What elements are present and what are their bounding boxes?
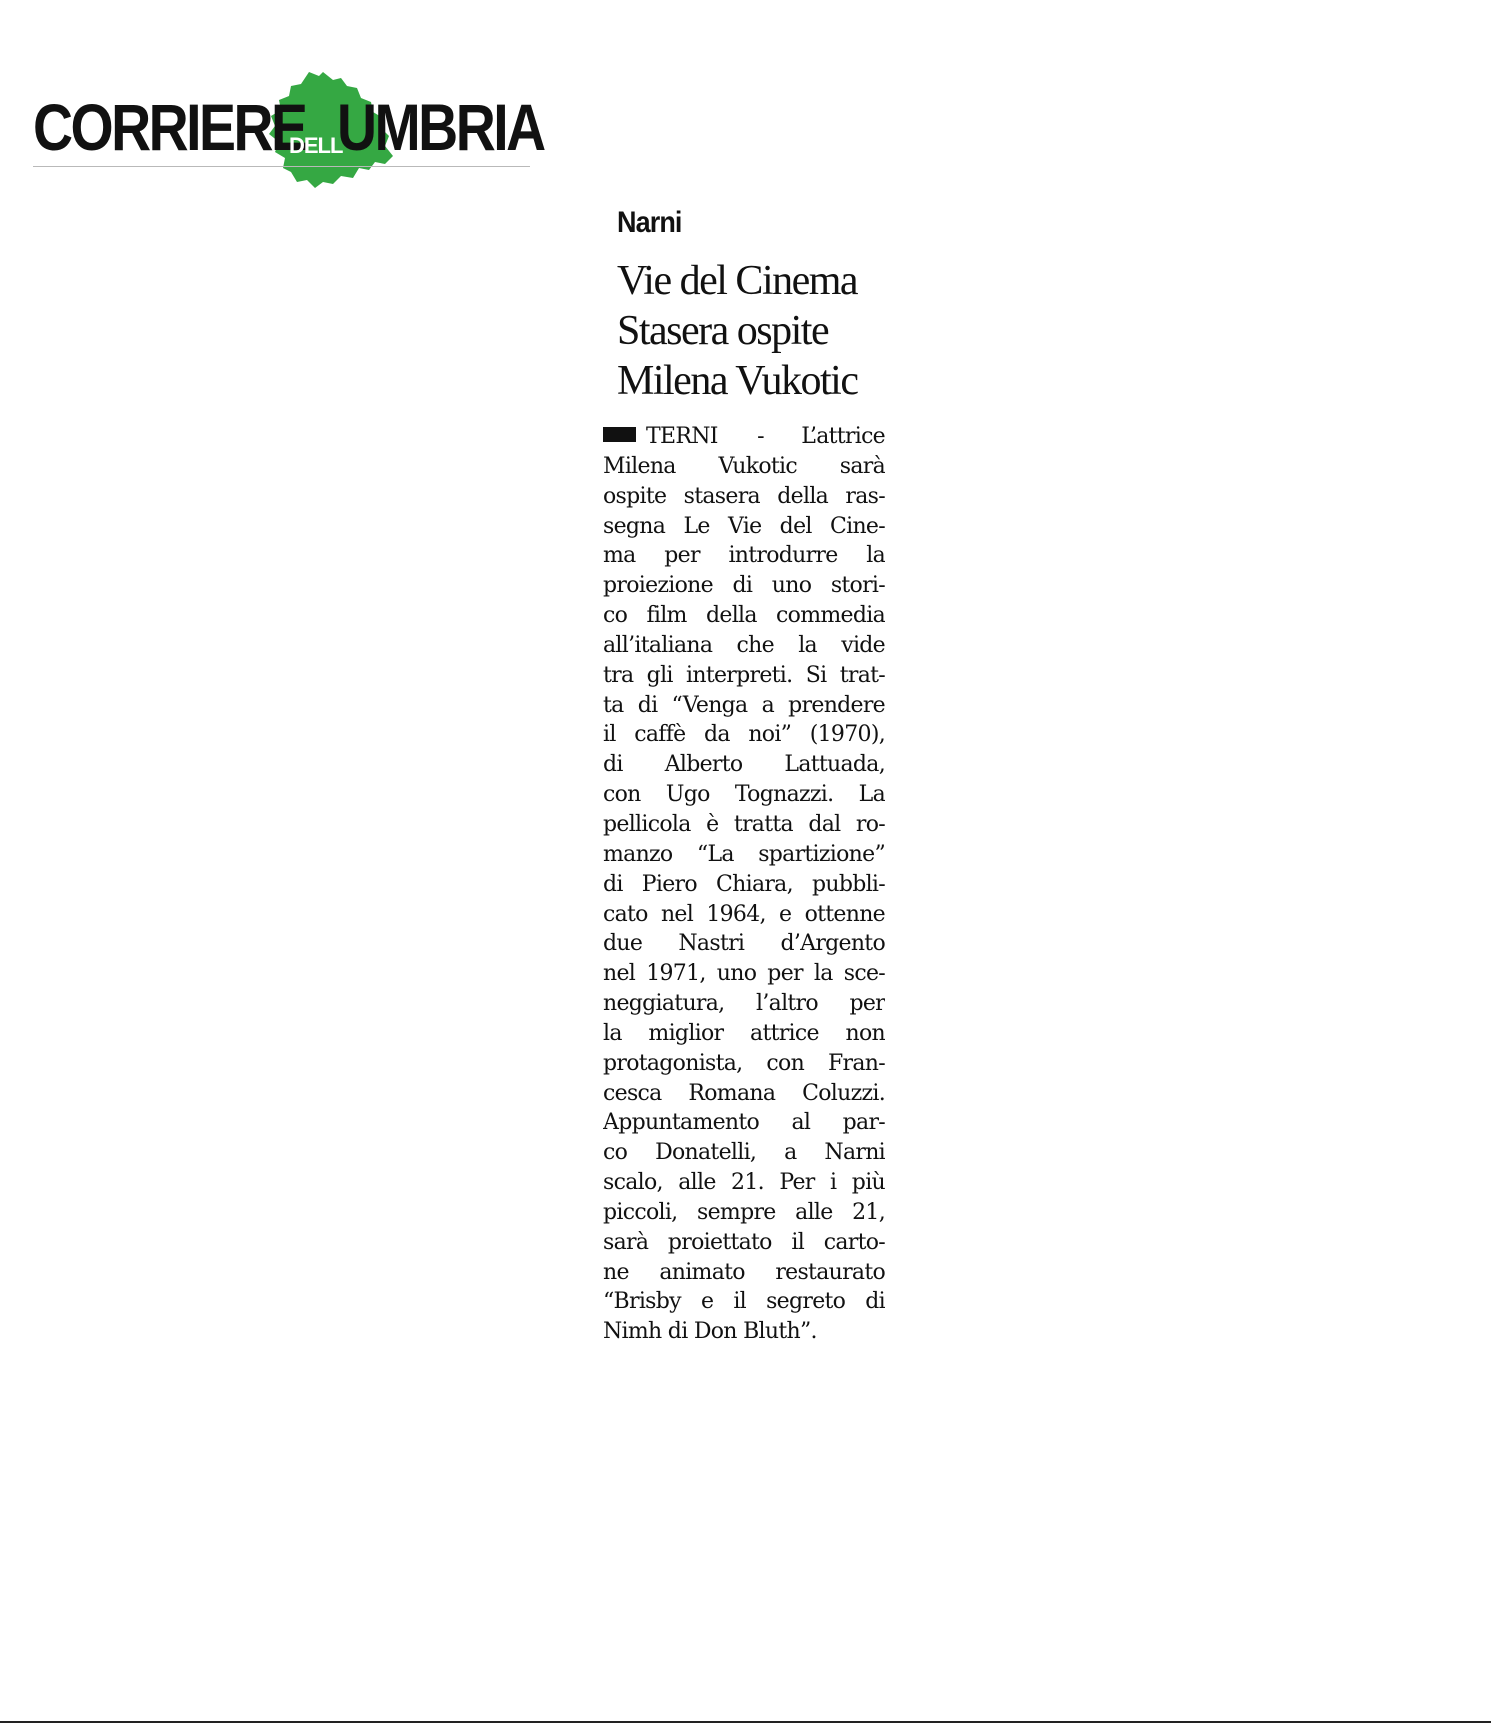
masthead-dell: DELL' bbox=[289, 133, 347, 158]
body-line: ospite stasera della ras- bbox=[603, 483, 885, 509]
masthead-umbria: UMBRIA bbox=[337, 90, 544, 164]
lead-block-icon bbox=[603, 427, 636, 442]
body-line: di Alberto Lattuada, bbox=[603, 752, 885, 778]
body-line: tra gli interpreti. Si trat- bbox=[603, 662, 885, 688]
body-line: neggiatura, l’altro per bbox=[603, 991, 885, 1017]
body-line: all’italiana che la vide bbox=[603, 632, 885, 658]
body-line: Milena Vukotic sarà bbox=[603, 453, 885, 479]
body-line: la miglior attrice non bbox=[603, 1020, 885, 1046]
body-line: segna Le Vie del Cine- bbox=[603, 513, 885, 539]
body-line: ma per introdurre la bbox=[603, 543, 885, 569]
body-line: TERNI - L’attrice bbox=[603, 422, 885, 452]
body-line: ne animato restaurato bbox=[603, 1259, 885, 1285]
body-line: di Piero Chiara, pubbli- bbox=[603, 871, 885, 897]
article-body bbox=[603, 422, 885, 1347]
body-line: scalo, alle 21. Per i più bbox=[603, 1170, 885, 1196]
body-line: due Nastri d’Argento bbox=[603, 931, 885, 957]
body-line: protagonista, con Fran- bbox=[603, 1050, 885, 1076]
body-line: proiezione di uno stori- bbox=[603, 573, 885, 599]
body-line: co Donatelli, a Narni bbox=[603, 1140, 885, 1166]
body-line: ta di “Venga a prendere bbox=[603, 692, 885, 718]
masthead bbox=[33, 68, 544, 193]
headline-line: Vie del Cinema bbox=[617, 258, 858, 304]
page-bottom-rule bbox=[0, 1721, 1491, 1723]
article-headline bbox=[617, 256, 907, 406]
body-line: Appuntamento al par- bbox=[603, 1110, 885, 1136]
body-line: nel 1971, uno per la sce- bbox=[603, 961, 885, 987]
body-line: cesca Romana Coluzzi. bbox=[603, 1080, 885, 1106]
body-line: cato nel 1964, e ottenne bbox=[603, 901, 885, 927]
body-line: sarà proiettato il carto- bbox=[603, 1229, 885, 1255]
body-line: pellicola è tratta dal ro- bbox=[603, 811, 885, 837]
article-kicker: Narni bbox=[617, 206, 682, 239]
body-line: piccoli, sempre alle 21, bbox=[603, 1199, 885, 1225]
masthead-rule bbox=[33, 166, 530, 167]
body-line: Nimh di Don Bluth”. bbox=[603, 1319, 817, 1345]
body-line: con Ugo Tognazzi. La bbox=[603, 782, 885, 808]
body-line: manzo “La spartizione” bbox=[603, 841, 885, 867]
dateline: TERNI bbox=[646, 424, 718, 449]
headline-line: Stasera ospite bbox=[617, 308, 829, 354]
body-line: il caffè da noi” (1970), bbox=[603, 722, 885, 748]
headline-line: Milena Vukotic bbox=[617, 358, 858, 404]
body-line: “Brisby e il segreto di bbox=[603, 1289, 885, 1315]
masthead-corriere: CORRIERE bbox=[33, 90, 306, 164]
body-line: co film della commedia bbox=[603, 603, 885, 629]
